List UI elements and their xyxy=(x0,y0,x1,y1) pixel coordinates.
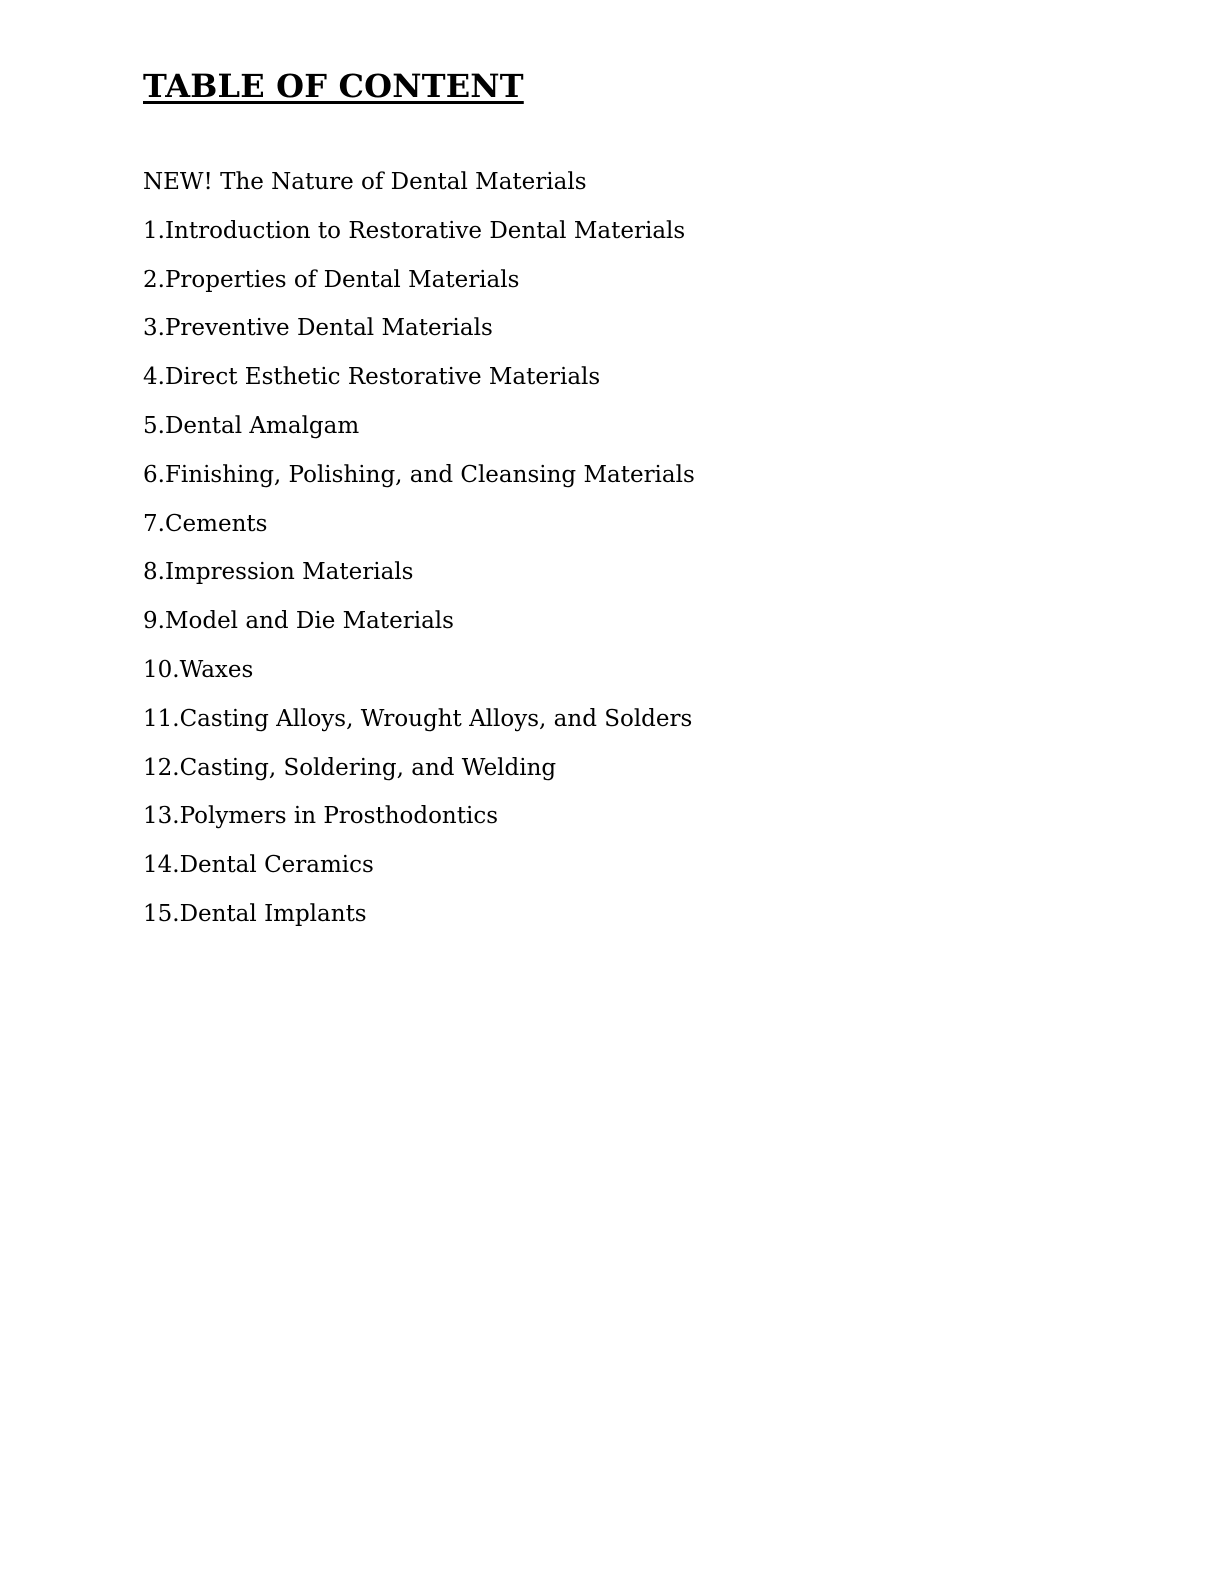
toc-entry: 9.Model and Die Materials xyxy=(143,608,454,635)
toc-entry: 5.Dental Amalgam xyxy=(143,412,360,439)
toc-entry: 2.Properties of Dental Materials xyxy=(143,266,520,293)
toc-entry: 7.Cements xyxy=(143,510,268,537)
toc-entry: 8.Impression Materials xyxy=(143,559,414,586)
toc-entry: 6.Finishing, Polishing, and Cleansing Materials xyxy=(143,461,695,488)
toc-entry: 15.Dental Implants xyxy=(143,900,367,927)
toc-entry: 3.Preventive Dental Materials xyxy=(143,315,493,342)
toc-entry: 11.Casting Alloys, Wrought Alloys, and Solders xyxy=(143,705,693,732)
page-title: TABLE OF CONTENT xyxy=(143,67,524,105)
toc-entry: 12.Casting, Soldering, and Welding xyxy=(143,754,557,781)
toc-entry: 10.Waxes xyxy=(143,656,254,683)
toc-entry: 1.Introduction to Restorative Dental Materials xyxy=(143,217,686,244)
toc-entry: 13.Polymers in Prosthodontics xyxy=(143,803,499,830)
toc-entry: 14.Dental Ceramics xyxy=(143,852,374,879)
toc-entry: 4.Direct Esthetic Restorative Materials xyxy=(143,364,601,391)
toc-list xyxy=(143,158,695,939)
toc-entry: NEW! The Nature of Dental Materials xyxy=(143,169,587,195)
